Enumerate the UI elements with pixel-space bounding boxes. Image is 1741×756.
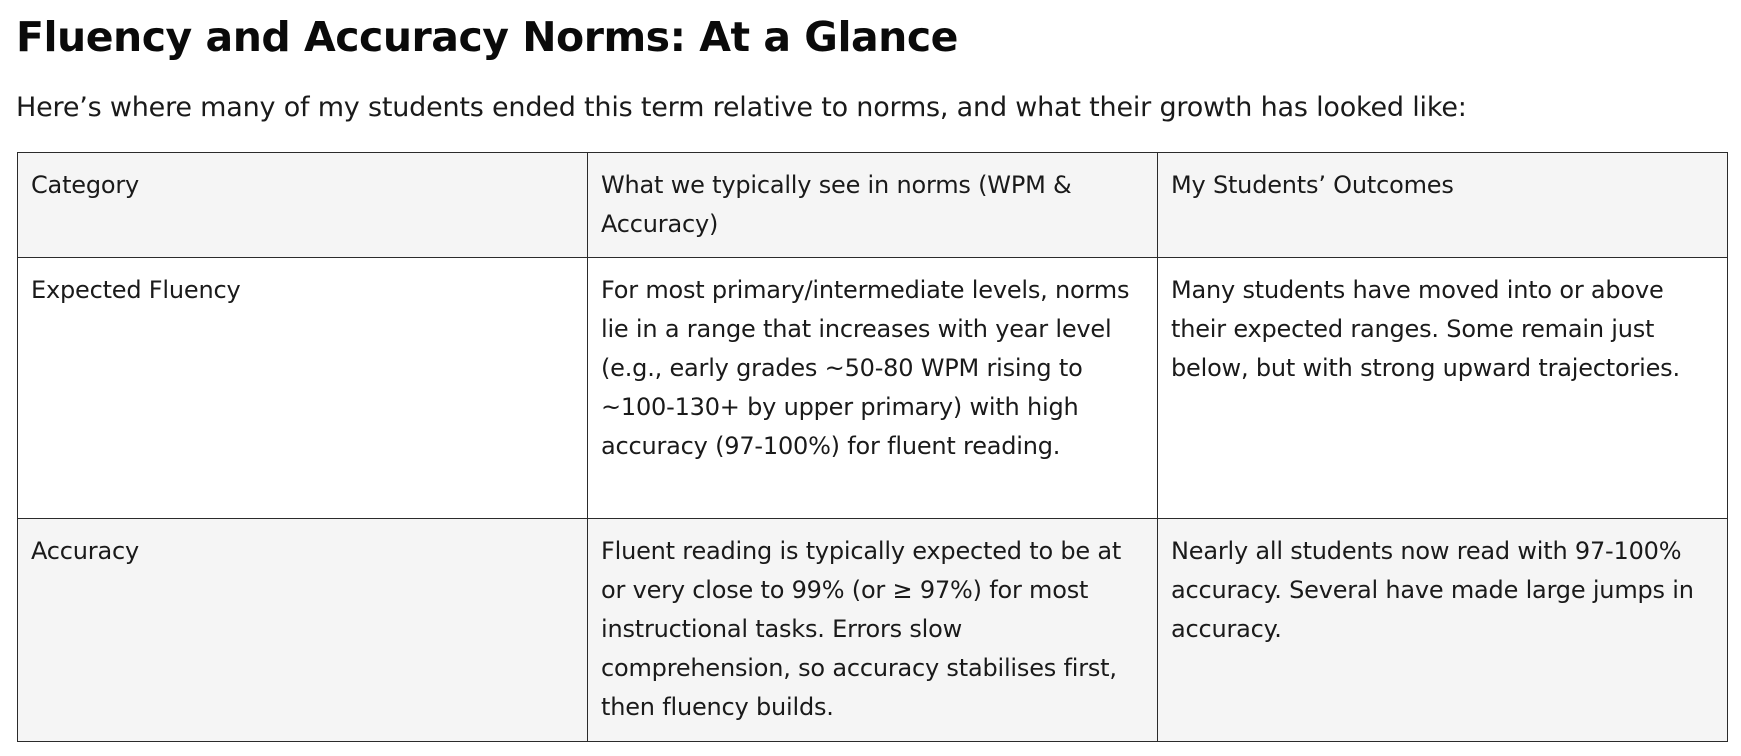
header-cell-outcomes: My Students’ Outcomes — [1158, 153, 1728, 258]
cell-category: Accuracy — [18, 519, 588, 742]
cell-norms: For most primary/intermediate levels, norms lie in a range that increases with year level (e.g., early grades ~50-80 WPM rising to ~100-130+ by upper primary) with high accuracy (97-100%) for fluent reading. — [588, 258, 1158, 519]
norms-table — [17, 152, 1728, 742]
page-title: Fluency and Accuracy Norms: At a Glance — [16, 13, 958, 61]
cell-outcomes: Nearly all students now read with 97-100% accuracy. Several have made large jumps in accuracy. — [1158, 519, 1728, 742]
table-row — [18, 519, 1728, 742]
header-cell-category: Category — [18, 153, 588, 258]
table-header-row — [18, 153, 1728, 258]
table-row — [18, 258, 1728, 519]
cell-norms: Fluent reading is typically expected to be at or very close to 99% (or ≥ 97%) for most instructional tasks. Errors slow comprehension, so accuracy stabilises first, then fluency builds. — [588, 519, 1158, 742]
intro-paragraph: Here’s where many of my students ended this term relative to norms, and what their growth has looked like: — [16, 92, 1467, 123]
cell-outcomes: Many students have moved into or above their expected ranges. Some remain just below, but with strong upward trajectories. — [1158, 258, 1728, 519]
cell-category: Expected Fluency — [18, 258, 588, 519]
header-cell-norms: What we typically see in norms (WPM & Accuracy) — [588, 153, 1158, 258]
